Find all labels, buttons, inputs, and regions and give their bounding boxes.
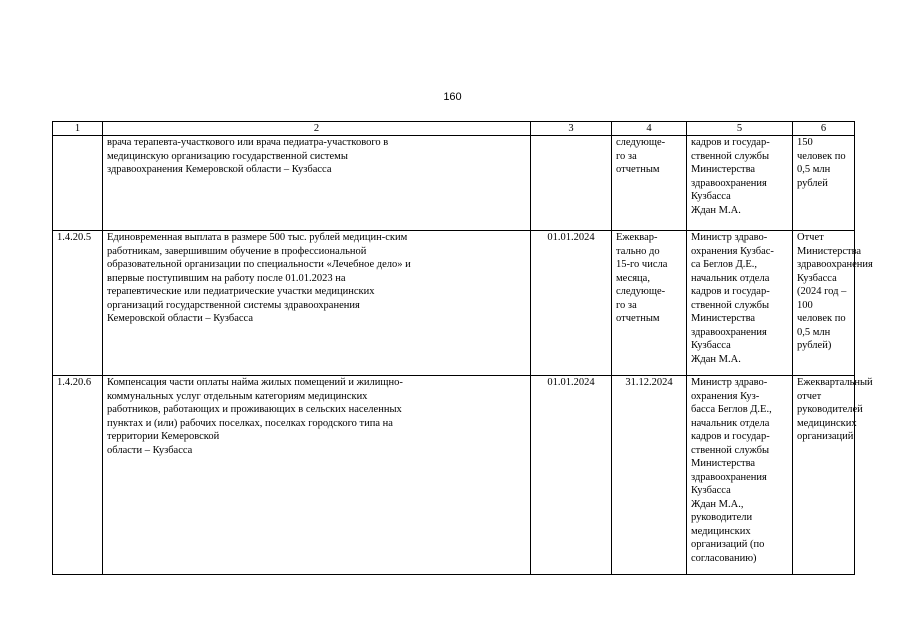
header-col-4: 4 [612,122,687,136]
row-result: Отчет Министерства здравоохранения Кузбасса (2024 год – 100 человек по 0,5 млн рублей) [793,231,855,376]
row-description: врача терапевта-участкового или врача педиатра-участкового в медицинскую организацию государственной системы здравоохранения Кемеровской области – Кузбасса [103,136,531,231]
row-description: Единовременная выплата в размере 500 тыс. рублей медицин-ским работникам, завершившим обучение в профессиональной образовательной организации по специальности «Лечебное дело» и впервые поступившим на работу после 01.01.2023 на терапевтические или педиатрические участки медицинских организаций государственной системы здравоохранения Кемеровской области – Кузбасса [103,231,531,376]
row-responsible: Министр здраво- охранения Куз- басса Беглов Д.Е., начальник отдела кадров и государ- ственной службы Министерства здравоохранения Кузбасса Ждан М.А., руководители медицинских организаций (по согласованию) [687,376,793,575]
row-description: Компенсация части оплаты найма жилых помещений и жилищно- коммунальных услуг отдельным категориям медицинских работников, работающих и проживающих в сельских населенных пунктах и (или) рабочих поселках, поселках городского типа на территории Кемеровской области – Кузбасса [103,376,531,575]
row-end-date: 31.12.2024 [612,376,687,575]
page-number: 160 [443,91,462,103]
table-row [53,136,855,231]
row-result: Ежеквартальный отчет руководителей медицинских организаций [793,376,855,575]
header-col-5: 5 [687,122,793,136]
row-number: 1.4.20.6 [53,376,103,575]
row-start-date: 01.01.2024 [531,376,612,575]
row-start-date [531,136,612,231]
header-col-3: 3 [531,122,612,136]
row-end-date: Ежеквар- тально до 15-го числа месяца, следующе- го за отчетным [612,231,687,376]
header-col-2: 2 [103,122,531,136]
row-responsible: Министр здраво- охранения Кузбас- са Беглов Д.Е., начальник отдела кадров и государ- ственной службы Министерства здравоохранения Кузбасса Ждан М.А. [687,231,793,376]
row-responsible: кадров и государ- ственной службы Министерства здравоохранения Кузбасса Ждан М.А. [687,136,793,231]
row-number [53,136,103,231]
row-end-date: следующе- го за отчетным [612,136,687,231]
plan-table [52,121,873,575]
header-col-1: 1 [53,122,103,136]
row-result: 150 человек по 0,5 млн рублей [793,136,855,231]
table-row [53,376,855,575]
table-row [53,231,855,376]
row-number: 1.4.20.5 [53,231,103,376]
header-row [53,122,855,136]
row-start-date: 01.01.2024 [531,231,612,376]
header-col-6: 6 [793,122,855,136]
